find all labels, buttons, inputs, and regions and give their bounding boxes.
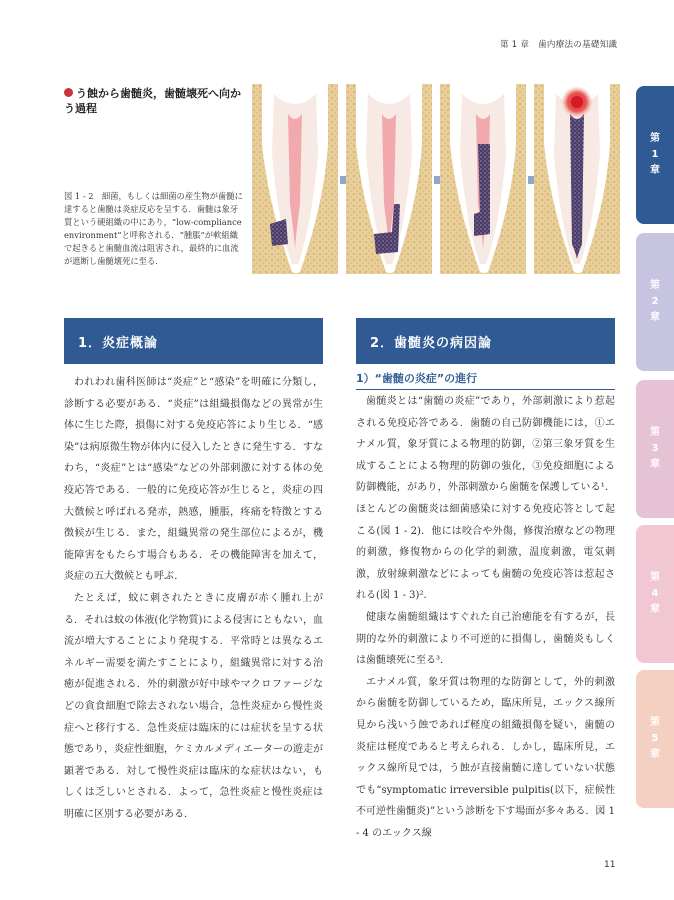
section2-body [356, 391, 615, 844]
chapter-tab-1[interactable] [636, 86, 674, 224]
figure-title [64, 86, 249, 116]
chapter-tab-2[interactable] [636, 233, 674, 371]
chapter-tab-3[interactable] [636, 380, 674, 518]
tooth-panel-1 [252, 84, 338, 274]
tab-number: 5 [651, 733, 659, 744]
tab-label: 章 [650, 312, 660, 323]
section1-body [64, 372, 323, 825]
tab-label: 第 [650, 133, 660, 144]
tab-label: 章 [650, 165, 660, 176]
paragraph: エナメル質，象牙質は物理的な防御として，外的刺激から歯髄を防御しているため，臨床所見，エックス線所見から浅いう蝕であれば軽度の組織損傷を疑い，歯髄の炎症は軽度であると考えられる．しかし，臨床所見，エックス線所見では，う蝕が直接歯髄に達していない状態でも“symptomatic irreversible pulpitis(以下，症候性不可逆性歯髄炎)”という診断を下す場面が多々ある．図 1 - 4 のエックス線 [356, 676, 615, 839]
paragraph: 健康な歯髄組織はすぐれた自己治癒能を有するが，長期的な外的刺激により不可逆的に損傷し，歯髄炎もしくは歯髄壊死に至る³． [356, 611, 615, 667]
paragraph: たとえば，蚊に刺されたときに皮膚が赤く腫れ上がる．それは蚊の体液(化学物質)による侵害にともない，血流が増大することにより発現する．平常時とは異なるエネルギー需要を満たすことにより，組織異常に対する治癒が促進される．外的刺激が好中球やマクロファージなどの貪食細胞で除去されない場合，急性炎症から慢性炎症へと移行する．急性炎症は臨床的には症状を呈する状態であり，炎症性細胞，ケミカルメディエーターの遊走が顕著である．対して慢性炎症は臨床的な症状はない，もしくは乏しいとされる．よって，急性炎症と慢性炎症は明確に区別する必要がある． [64, 592, 323, 820]
tab-label: 章 [650, 749, 660, 760]
section-heading-pulpitis-etiology: 2．歯髄炎の病因論 [356, 318, 615, 364]
tab-number: 2 [651, 296, 659, 307]
tab-label: 第 [650, 280, 660, 291]
running-head: 第 1 章 歯内療法の基礎知識 [500, 40, 618, 50]
tooth-progression-illustration [252, 84, 620, 274]
tab-number: 4 [651, 588, 659, 599]
red-bullet-icon [64, 88, 73, 97]
subheading-progression: 1）“歯髄の炎症”の進行 [356, 370, 615, 390]
tab-label: 第 [650, 717, 660, 728]
paragraph: 歯髄炎とは“歯髄の炎症”であり，外部刺激により惹起される免疫応答である．歯髄の自己防御機能には，①エナメル質，象牙質による物理的防御，②第三象牙質を生成することによる物理的防御の強化，③免疫細胞による防御機能，があり，外部刺激から歯髄を保護している¹．ほとんどの歯髄炎は細菌感染に対する免疫応答として起こる(図 1 - 2)．他には咬合や外傷，修復治療などの物理的刺激，修復物からの化学的刺激，温度刺激，電気刺激，放射線刺激などによっても歯髄の免疫応答は惹起される(図 1 - 3)². [356, 396, 615, 602]
chapter-tab-5[interactable] [636, 670, 674, 808]
tab-number: 1 [651, 149, 659, 160]
tooth-panel-2 [346, 84, 432, 274]
figure-title-text: う蝕から歯髄炎，歯髄壊死へ向かう過程 [64, 87, 241, 115]
tab-number: 3 [651, 443, 659, 454]
tab-label: 第 [650, 427, 660, 438]
paragraph: われわれ歯科医師は“炎症”と“感染”を明確に分類し，診断する必要がある．“炎症”は組織損傷などの異常が生体に生じた際，損傷に対する免疫応答により生じる．“感染”は病原微生物が体内に侵入したときに発生する．すなわち，“炎症”とは“感染”などの外部刺激に対する体の免疫応答である．一般的に免疫応答が生じると，炎症の四大徴候と呼ばれる発赤，熱感，腫脹，疼痛を特徴とする徴候が生じる．また，組織異常の発生部位によるが，機能障害をもたらす場合もある．その機能障害を加えて，炎症の五大徴候とも呼ぶ． [64, 377, 323, 583]
tab-label: 章 [650, 604, 660, 615]
tab-label: 第 [650, 572, 660, 583]
section-heading-inflammation: 1．炎症概論 [64, 318, 323, 364]
figure-caption: 図 1 - 2 細菌，もしくは細菌の産生物が歯髄に達すると歯髄は炎症反応を呈する．歯髄は象牙質という硬組織の中にあり，“low-compliance environment”と呼称される．“腫脹”が軟組織で起きると歯髄血流は阻害され，最終的に血流が遮断し歯髄壊死に至る． [64, 191, 243, 266]
chapter-tab-4[interactable] [636, 525, 674, 663]
tooth-panel-3 [440, 84, 526, 274]
page-number: 11 [604, 860, 616, 870]
tab-label: 章 [650, 459, 660, 470]
tooth-panel-4 [534, 84, 620, 274]
